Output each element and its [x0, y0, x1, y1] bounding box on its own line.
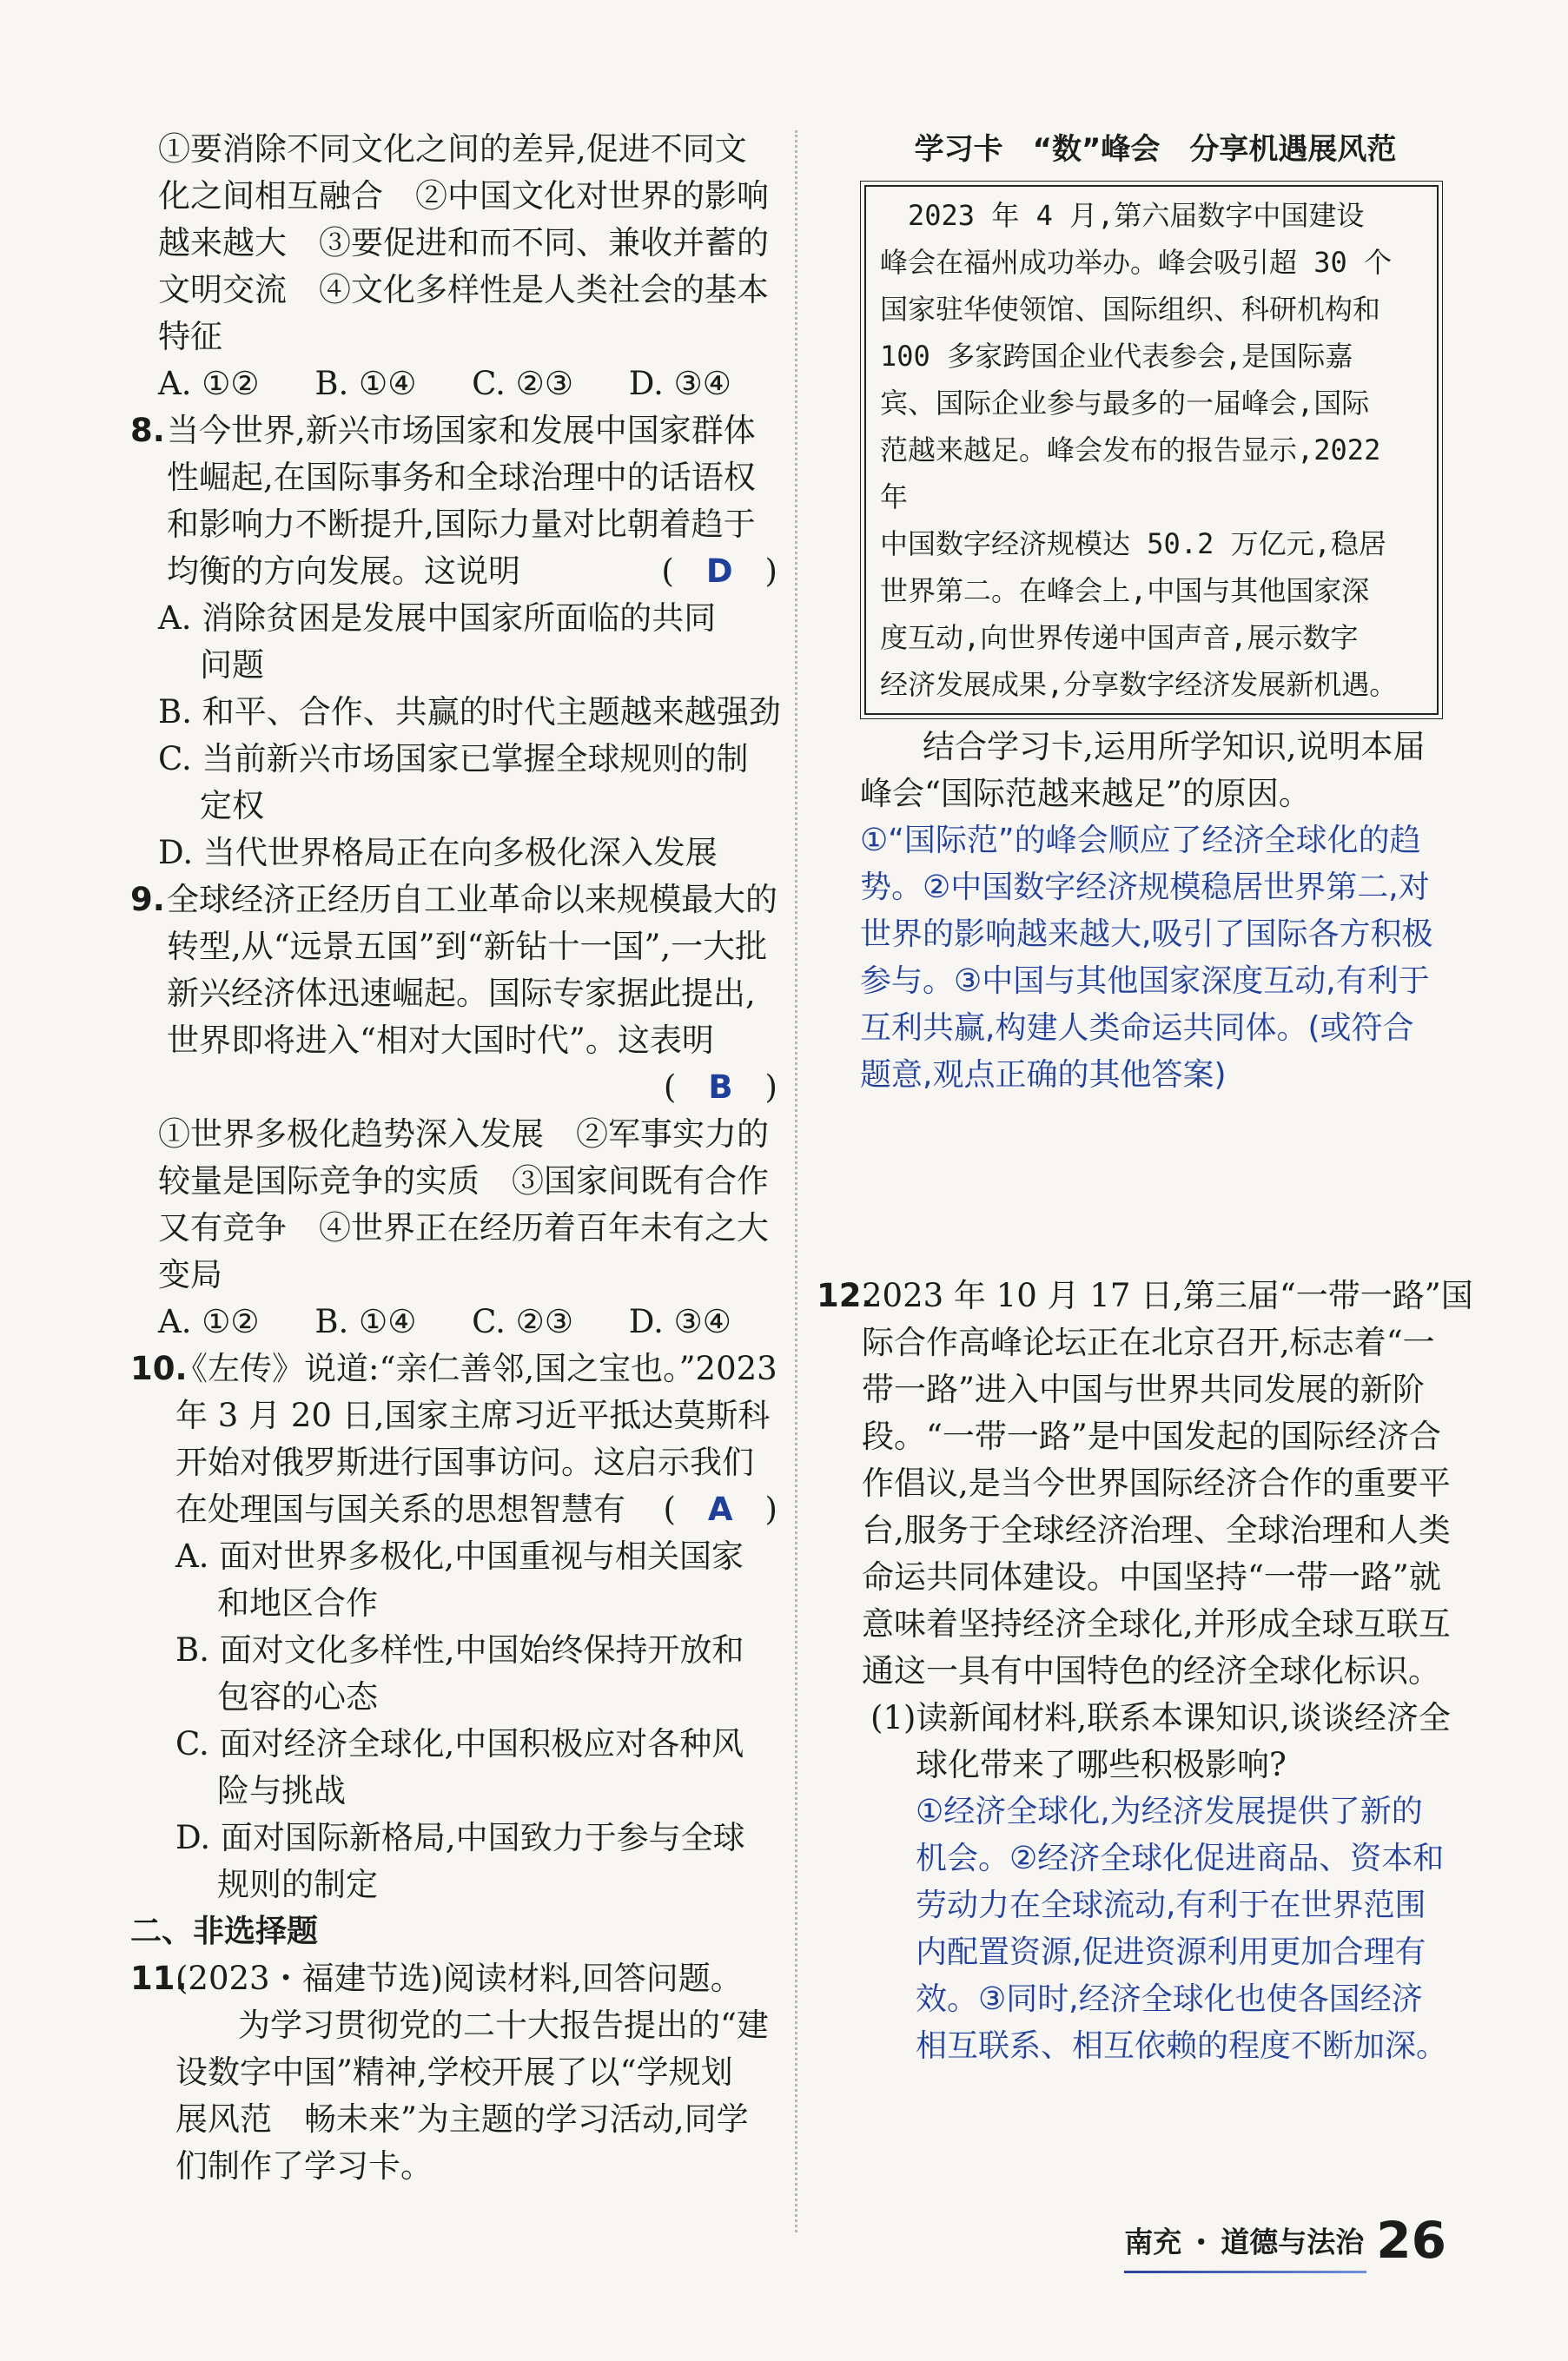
q12-stem-3: 带一路”进入中国与世界共同发展的新阶 — [862, 1371, 1425, 1408]
q10-option-a-cont: 和地区合作 — [217, 1584, 378, 1622]
q9-stem-2: 转型,从“远景五国”到“新钻十一国”,一大批 — [167, 928, 768, 965]
q10-stem-2: 年 3 月 20 日,国家主席习近平抵达莫斯科 — [175, 1397, 771, 1434]
q9-option-d: D. ③④ — [628, 1303, 731, 1340]
q11-question — [860, 724, 1459, 817]
q10-stem-3: 开始对俄罗斯进行国事访问。这启示我们 — [175, 1444, 754, 1481]
q8-answer: D — [705, 552, 733, 590]
q12-stem-2: 际合作高峰论坛正在北京召开,标志着“一 — [862, 1324, 1435, 1361]
q10-answer: A — [707, 1491, 733, 1528]
q9-answer: B — [708, 1068, 733, 1106]
q8-option-d: D. 当代世界格局正在向多极化深入发展 — [158, 834, 718, 871]
q8-options — [158, 595, 781, 876]
q9-stem-1: 全球经济正经历自工业革命以来规模最大的 — [167, 881, 777, 918]
column-divider — [795, 130, 797, 2232]
question-8 — [130, 407, 781, 876]
q12-stem-8: 意味着坚持经济全球化,并形成全球互联互 — [862, 1605, 1451, 1643]
left-column — [130, 126, 781, 2190]
q7-line-1: ①要消除不同文化之间的差异,促进不同文 — [158, 130, 747, 168]
q8-option-a-cont: 问题 — [200, 646, 264, 684]
q12-sub1-1: (1)读新闻材料,联系本课知识,谈谈经济全 — [870, 1699, 1451, 1736]
page-number: 26 — [1376, 2211, 1446, 2270]
q9-number: 9. — [130, 881, 165, 918]
q11-material-2: 设数字中国”精神,学校开展了以“学规划 — [175, 2053, 733, 2091]
question-12 — [817, 1273, 1473, 2070]
question-10 — [130, 1346, 777, 1908]
q9-option-c: C. ②③ — [472, 1303, 574, 1340]
q8-stem-4 — [167, 548, 777, 595]
card-line-7: 中国数字经济规模达 50.2 万亿元,稳居 — [880, 527, 1386, 560]
question-9 — [130, 876, 777, 1346]
q8-answer-bracket: ( D ) — [661, 552, 777, 590]
q7-line-4: 文明交流 ④文化多样性是人类社会的基本 — [158, 271, 769, 308]
card-line-2: 峰会在福州成功举办。峰会吸引超 30 个 — [880, 246, 1393, 279]
card-line-4: 100 多家跨国企业代表参会,是国际嘉 — [880, 340, 1353, 373]
q10-answer-bracket: ( A ) — [663, 1491, 777, 1528]
q8-option-a: A. 消除贫困是发展中国家所面临的共同 — [158, 599, 717, 637]
q12-answer-5: 效。③同时,经济全球化也使各国经济 — [916, 1981, 1423, 2017]
footer-underline — [1124, 2271, 1366, 2273]
q12-answer-2: 机会。②经济全球化促进商品、资本和 — [916, 1841, 1445, 1876]
q10-option-d: D. 面对国际新格局,中国致力于参与全球 — [175, 1819, 745, 1856]
card-line-6: 范越来越足。峰会发布的报告显示,2022 年 — [880, 433, 1381, 513]
q10-option-c: C. 面对经济全球化,中国积极应对各种风 — [175, 1725, 744, 1762]
q9-answer-bracket: ( B ) — [663, 1068, 777, 1106]
q9-statement-2: 较量是国际竞争的实质 ③国家间既有合作 — [158, 1162, 769, 1200]
card-line-8: 世界第二。在峰会上,中国与其他国家深 — [880, 574, 1370, 607]
q12-stem-1: 2023 年 10 月 17 日,第三届“一带一路”国 — [862, 1277, 1473, 1314]
right-column — [817, 126, 1473, 2070]
q10-stem-4 — [175, 1486, 777, 1533]
q10-option-b-cont: 包容的心态 — [217, 1678, 378, 1716]
q10-option-d-cont: 规则的制定 — [217, 1866, 378, 1903]
q12-stem-6: 台,服务于全球经济治理、全球治理和人类 — [862, 1511, 1451, 1549]
q12-number: 12. — [817, 1277, 874, 1314]
q12-answer — [916, 1789, 1459, 2070]
q10-options — [175, 1533, 777, 1908]
q11-material-1: 为学习贯彻党的二十大报告提出的“建 — [238, 2007, 769, 2044]
q12-answer-6: 相互联系、相互依赖的程度不断加深。 — [916, 2028, 1448, 2064]
q9-stem-4: 世界即将进入“相对大国时代”。这表明 — [167, 1022, 714, 1059]
q11-material-4: 们制作了学习卡。 — [175, 2147, 433, 2185]
q11-answer-1: ①“国际范”的峰会顺应了经济全球化的趋 — [860, 823, 1421, 858]
q11-answer-4: 参与。③中国与其他国家深度互动,有利于 — [860, 963, 1430, 999]
q11-material-3: 展风范 畅未来”为主题的学习活动,同学 — [175, 2100, 749, 2138]
q8-option-b: B. 和平、合作、共赢的时代主题越来越强劲 — [158, 693, 781, 731]
q8-number: 8. — [130, 412, 165, 449]
q11-answer-6: 题意,观点正确的其他答案) — [860, 1057, 1227, 1093]
q7-statements — [130, 126, 777, 407]
card-line-1: 2023 年 4 月,第六届数字中国建设 — [880, 199, 1365, 232]
page-footer — [1124, 2211, 1446, 2270]
q7-option-a: A. ①② — [158, 365, 260, 402]
q10-option-b: B. 面对文化多样性,中国始终保持开放和 — [175, 1631, 744, 1669]
q12-answer-3: 劳动力在全球流动,有利于在世界范围 — [916, 1888, 1426, 1923]
q10-stem-1: 《左传》说道:“亲仁善邻,国之宝也。”2023 — [175, 1350, 777, 1387]
q11-answer — [860, 817, 1459, 1099]
q11-answer-5: 互利共赢,构建人类命运共同体。(或符合 — [860, 1010, 1414, 1046]
card-line-3: 国家驻华使领馆、国际组织、科研机构和 — [880, 293, 1381, 326]
footer-dot: ・ — [1187, 2225, 1216, 2259]
q11-question-1: 结合学习卡,运用所学知识,说明本届 — [923, 728, 1426, 765]
q8-option-c: C. 当前新兴市场国家已掌握全球规则的制 — [158, 740, 749, 777]
study-card-title: 学习卡 “数”峰会 分享机遇展风范 — [914, 132, 1397, 167]
q7-line-3: 越来越大 ③要促进和而不同、兼收并蓄的 — [158, 224, 769, 261]
q7-line-5: 特征 — [158, 318, 222, 355]
card-line-5: 宾、国际企业参与最多的一届峰会,国际 — [880, 387, 1370, 420]
footer-region: 南充 — [1124, 2225, 1182, 2259]
q12-answer-1: ①经济全球化,为经济发展提供了新的 — [916, 1794, 1423, 1829]
q9-option-a: A. ①② — [158, 1303, 260, 1340]
card-line-10: 经济发展成果,分享数字经济发展新机遇。 — [880, 668, 1398, 701]
footer-subject: 道德与法治 — [1221, 2225, 1365, 2259]
q9-statement-3: 又有竞争 ④世界正在经历着百年未有之大 — [158, 1209, 769, 1247]
q7-line-2: 化之间相互融合 ②中国文化对世界的影响 — [158, 177, 769, 215]
question-11 — [130, 1955, 777, 2190]
q7-option-d: D. ③④ — [628, 365, 731, 402]
q12-stem-5: 作倡议,是当今世界国际经济合作的重要平 — [862, 1465, 1451, 1502]
q11-answer-3: 世界的影响越来越大,吸引了国际各方积极 — [860, 916, 1433, 952]
q8-option-c-cont: 定权 — [200, 787, 264, 824]
q10-option-a: A. 面对世界多极化,中国重视与相关国家 — [175, 1538, 744, 1575]
q9-option-b: B. ①④ — [314, 1303, 417, 1340]
q9-statement-1: ①世界多极化趋势深入发展 ②军事实力的 — [158, 1115, 769, 1153]
q9-stem-3: 新兴经济体迅速崛起。国际专家据此提出, — [167, 975, 756, 1012]
section-heading-non-choice: 二、非选择题 — [130, 1914, 319, 1949]
q8-stem-1: 当今世界,新兴市场国家和发展中国家群体 — [167, 412, 756, 449]
q11-question-2: 峰会“国际范越来越足”的原因。 — [860, 775, 1311, 812]
q11-number: 11. — [130, 1960, 188, 1997]
q10-number: 10. — [130, 1350, 188, 1387]
q8-stem-3: 和影响力不断提升,国际力量对比朝着趋于 — [167, 506, 756, 543]
q12-answer-4: 内配置资源,促进资源利用更加合理有 — [916, 1934, 1426, 1970]
q10-option-c-cont: 险与挑战 — [217, 1772, 346, 1809]
q9-statement-4: 变局 — [158, 1256, 222, 1293]
q12-sub1-2: 球化带来了哪些积极影响? — [916, 1746, 1287, 1783]
q11-answer-2: 势。②中国数字经济规模稳居世界第二,对 — [860, 870, 1430, 905]
study-card — [864, 185, 1439, 715]
q8-stem-4-text: 均衡的方向发展。这说明 — [167, 552, 520, 590]
q7-option-b: B. ①④ — [314, 365, 417, 402]
q11-stem: (2023・福建节选)阅读材料,回答问题。 — [175, 1960, 743, 1997]
q9-options — [158, 1299, 731, 1346]
q12-stem-4: 段。“一带一路”是中国发起的国际经济合 — [862, 1418, 1441, 1455]
q10-stem-4-text: 在处理国与国关系的思想智慧有 — [175, 1491, 625, 1528]
q7-option-c: C. ②③ — [472, 365, 574, 402]
q8-stem-2: 性崛起,在国际事务和全球治理中的话语权 — [167, 459, 756, 496]
q12-stem-7: 命运共同体建设。中国坚持“一带一路”就 — [862, 1558, 1441, 1596]
q12-stem-9: 通这一具有中国特色的经济全球化标识。 — [862, 1652, 1440, 1690]
q7-options — [158, 360, 731, 407]
card-line-9: 度互动,向世界传递中国声音,展示数字 — [880, 621, 1359, 654]
